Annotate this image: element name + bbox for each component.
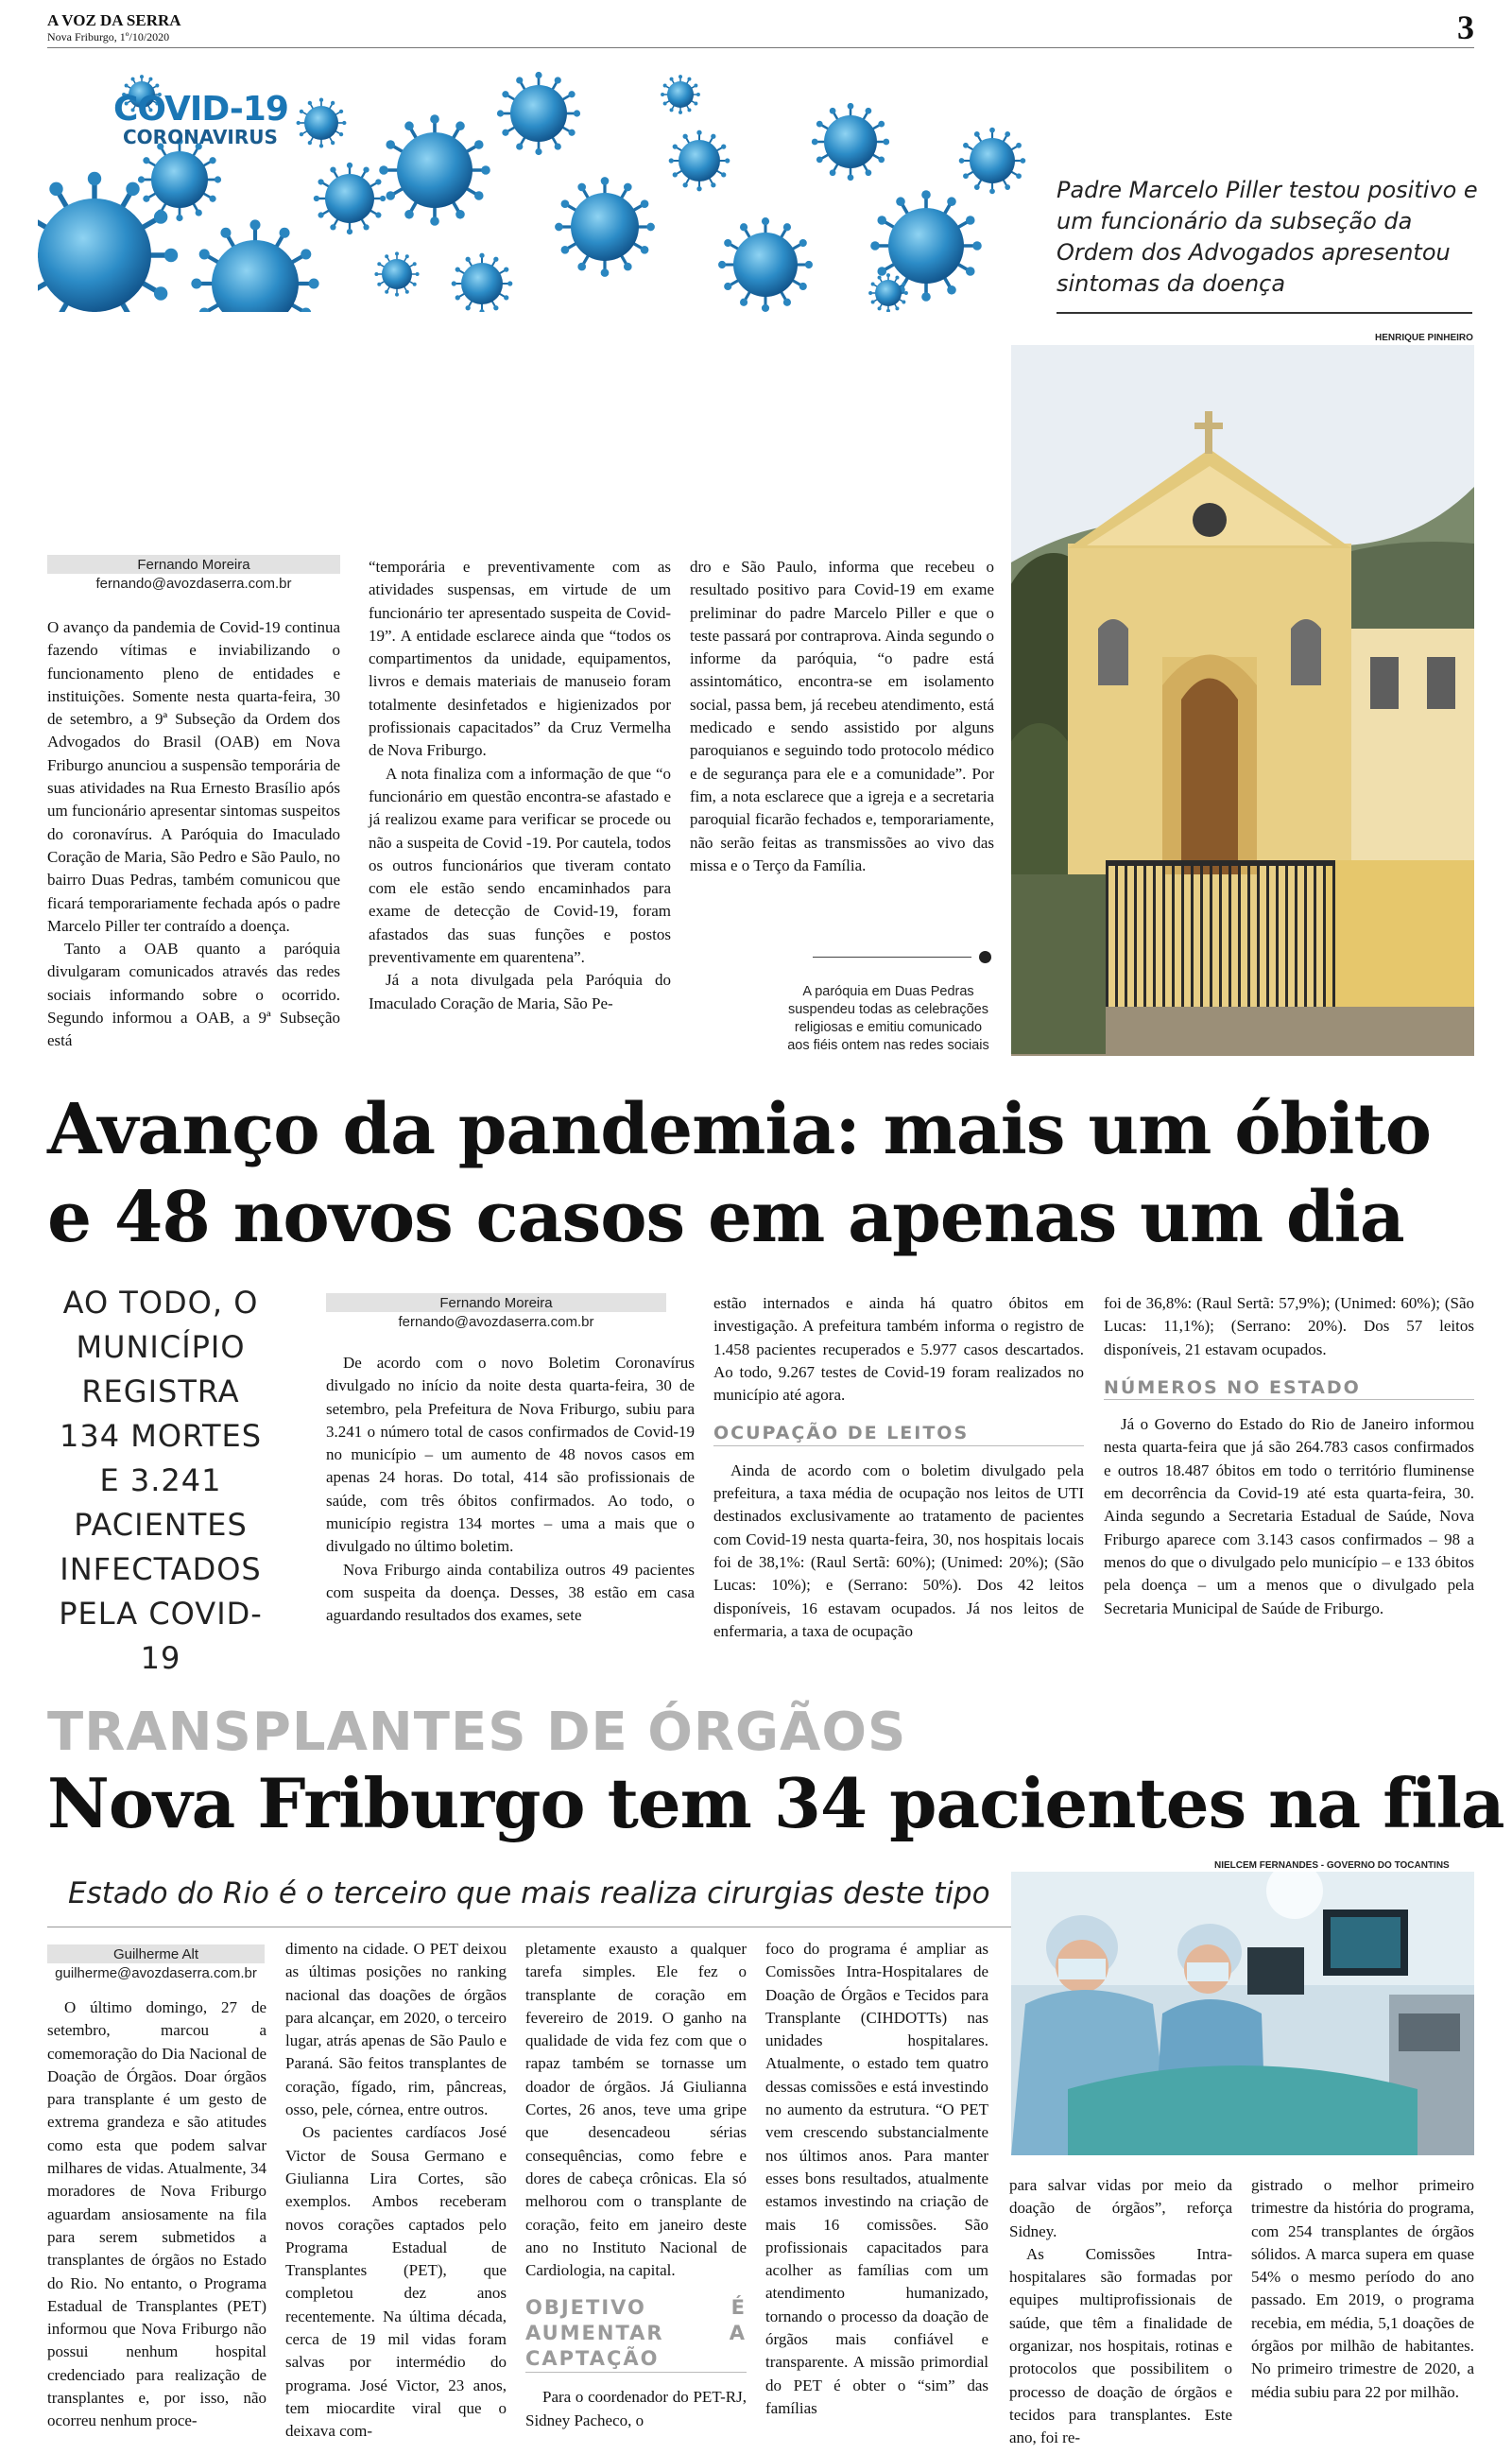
virus-particle-icon bbox=[191, 219, 318, 312]
story3-column-1 bbox=[47, 1996, 266, 2433]
story3-column-6 bbox=[1251, 2174, 1474, 2404]
story2-byline bbox=[326, 1294, 666, 1331]
story3-section-tag: TRANSPLANTES DE ÓRGÃOS bbox=[47, 1702, 907, 1763]
paragraph: dimento na cidade. O PET deixou as últimas posições no ranking nacional das doações de órgãos para alcançar, em 2020, o terceiro lugar, atrás apenas de São Paulo e Paraná. São feitos transplantes de coração, fígado, rim, pâncreas, osso, pele, córnea, entre outros. bbox=[285, 1940, 507, 2119]
virus-particle-icon bbox=[555, 177, 655, 277]
paragraph: De acordo com o novo Boletim Coronavírus divulgado no início da noite desta quarta-feira, 30 de setembro, pela Prefeitura de Nova Friburgo, subiu para 3.241 o número total de casos confirmados de Covid-19 no município – um aumento de 48 novos casos em apenas 24 horas. Do total, 414 são profissionais de saúde, com três óbitos confirmados. Ao todo, o município registra 134 mortes – uma a mais que o divulgado no último boletim. bbox=[326, 1354, 695, 1556]
virus-particle-icon bbox=[314, 163, 386, 234]
covid-logo-subtitle: CORONAVIRUS bbox=[123, 126, 278, 148]
virus-particle-icon bbox=[379, 114, 490, 226]
paragraph: O avanço da pandemia de Covid-19 continua fazendo vítimas e inviabilizando o funcionamento pleno de entidades e instituições. Somente nesta quarta-feira, 30 de setembro, a 9ª Subseção da Ordem dos Advogados do Brasil (OAB) em Nova Friburgo anunciou a suspensão temporária de suas atividades na Rua Ernesto Brasílio após um funcionário apresentar sintomas suspeitos do coronavírus. A Paróquia do Imaculado Coração de Maria, São Pedro e São Paulo, no bairro Duas Pedras, também comunicou que ficará temporariamente fechada após o padre Marcelo Piller ter contraído a doença. bbox=[47, 618, 340, 935]
covid-logo bbox=[113, 90, 288, 148]
story1-byline bbox=[47, 556, 340, 593]
story3-headline: Nova Friburgo tem 34 pacientes na fila bbox=[47, 1763, 1504, 1843]
story2-headline-line2: e 48 novos casos em apenas um dia bbox=[47, 1177, 1404, 1258]
virus-particle-icon bbox=[718, 217, 813, 312]
story3-byline bbox=[47, 1945, 265, 1982]
edition-date: Nova Friburgo, 1º/10/2020 bbox=[47, 30, 170, 43]
paragraph: dro e São Paulo, informa que recebeu o resultado positivo para Covid-19 em exame preliminar do padre Marcelo Piller e que o teste passará por contraprova. Ainda segundo o informe da paróquia, “o padre está assintomático, encontra-se em isolamento social, passa bem, já recebeu atendimento, está medicado e sendo assistido por alguns paroquianos e seguindo todo protocolo médico e de segurança para ele e a comunidade”. Por fim, a nota esclarece que a igreja e a secretaria paroquial ficarão fechados e, temporariamente, não serão feitas as transmissões ao vivo das missa e o Terço da Família. bbox=[690, 558, 994, 874]
story2-headline-line1: Avanço da pandemia: mais um óbito bbox=[47, 1089, 1431, 1170]
subhead-capture: OBJETIVO É AUMENTAR A CAPTAÇÃO bbox=[525, 2295, 747, 2373]
byline-author: Fernando Moreira bbox=[439, 1295, 553, 1311]
paragraph: gistrado o melhor primeiro trimestre da história do programa, com 254 transplantes de órgãos sólidos. A marca supera em quase 54% o mesmo período do ano passado. Em 2019, o programa recebia, em média, 5,1 doações de órgãos por milhão de habitantes. No primeiro trimestre de 2020, a média subiu para 22 por milhão. bbox=[1251, 2176, 1474, 2401]
paragraph: Para o coordenador do PET-RJ, Sidney Pacheco, o bbox=[525, 2388, 747, 2429]
header-rule bbox=[47, 47, 1474, 48]
paragraph: para salvar vidas por meio da doação de órgãos”, reforça Sidney. bbox=[1009, 2176, 1232, 2240]
story2-pull-quote: AO TODO, O MUNICÍPIO REGISTRA 134 MORTES E 3.241 PACIENTES INFECTADOS PELA COVID-19 bbox=[59, 1285, 263, 1676]
virus-particle-icon bbox=[868, 273, 908, 312]
virus-particle-icon bbox=[452, 253, 513, 312]
story2-column-3 bbox=[1104, 1292, 1474, 1620]
paragraph: Nova Friburgo ainda contabiliza outros 49 pacientes com suspeita da doença. Desses, 38 estão em casa aguardando resultados dos exames, sete bbox=[326, 1560, 695, 1625]
paragraph: foco do programa é ampliar as Comissões Intra-Hospitalares de Doação de Órgãos e Tecidos para Transplante (CIHDOTTs) nas unidades hospitalares. Atualmente, o estado tem quatro dessas comissões e está investindo no aumento da estrutura. “O PET vem crescendo substancialmente nos últimos anos. Para manter esses bons resultados, atualmente estamos investindo na criação de mais 16 comissões. São profissionais capacitados para acolher as famílias com um atendimento humanizado, tornando o processo da doação de órgãos mais confiável e transparente. A missão primordial do PET é obter o “sim” das famílias bbox=[765, 1940, 988, 2417]
story2-column-2 bbox=[713, 1292, 1084, 1643]
virus-particle-icon bbox=[138, 138, 221, 221]
byline-email[interactable]: fernando@avozdaserra.com.br bbox=[398, 1313, 594, 1330]
virus-particle-icon bbox=[497, 72, 580, 155]
virus-particle-icon bbox=[297, 98, 347, 148]
paragraph: Já a nota divulgada pela Paróquia do Imaculado Coração de Maria, São Pe- bbox=[369, 971, 671, 1012]
virus-particle-icon bbox=[661, 75, 700, 114]
story1-photo-caption: A paróquia em Duas Pedras suspendeu todas as celebrações religiosas e emitiu comunicado aos fiéis ontem nas redes sociais bbox=[787, 984, 989, 1053]
paragraph: As Comissões Intra-hospitalares são formadas por equipes multiprofissionais de saúde, que têm a finalidade de organizar, nos hospitais, rotinas e protocolos que possibilitem o processo de doação de órgãos e tecidos para transplantes. Este ano, foi re- bbox=[1009, 2244, 1232, 2447]
surgery-photo bbox=[1011, 1872, 1474, 2155]
paragraph: Tanto a OAB quanto a paróquia divulgaram comunicados através das redes sociais informando sobre o ocorrido. Segundo informou a OAB, a 9ª Subseção está bbox=[47, 940, 340, 1050]
story1-column-1 bbox=[47, 616, 340, 1053]
story3-column-3 bbox=[525, 1938, 747, 2432]
paragraph: Ainda de acordo com o boletim divulgado pela prefeitura, a taxa média de ocupação nos leitos de UTI destinados exclusivamente ao tratamento de pacientes com Covid-19 nesta quarta-feira, 30, nos hospitais locais foi de 38,1%: (Raul Sertã: 60%); (Unimed: 20%); (São Lucas: 10%); e (Serrano: 50%). Dos 42 leitos disponíveis, 16 estavam ocupados. Já nos leitos de enfermaria, a taxa de ocupação bbox=[713, 1460, 1084, 1640]
virus-particle-icon bbox=[669, 130, 730, 192]
caption-leader-line bbox=[813, 957, 971, 958]
story2-column-1 bbox=[326, 1352, 695, 1628]
paragraph: pletamente exausto a qualquer tarefa simples. Ele fez o transplante de coração em fevereiro de 2019. O ganho na qualidade de vida fez com que o rapaz também se tornasse um doador de órgãos. Já Giulianna Cortes, 26 anos, teve uma gripe que desencadeou sérias consequências, como febre e dores de cabeça crônicas. Ela só melhorou com o transplante de coração, feito em janeiro deste ano no Instituto Nacional de Cardiologia, na capital. bbox=[525, 1940, 747, 2280]
byline-email[interactable]: guilherme@avozdaserra.com.br bbox=[55, 1964, 257, 1981]
story3-photo-credit: NIELCEM FERNANDES - GOVERNO DO TOCANTINS bbox=[1214, 1860, 1450, 1871]
virus-particle-icon bbox=[374, 251, 419, 296]
paragraph: O último domingo, 27 de setembro, marcou a comemoração do Dia Nacional de Doação de Órgãos. Doar órgãos para transplante é um gesto de extrema grandeza e são atitudes como esta que podem salvar milhares de vidas. Atualmente, 34 moradores de Nova Friburgo aguardam ansiosamente na fila para serem submetidos a transplantes de órgãos no Estado do Rio. No entanto, o Programa Estadual de Transplantes (PET) informou que Nova Friburgo não possui nenhum hospital credenciado para realização de transplantes e, por isso, não ocorreu nenhum proce- bbox=[47, 1998, 266, 2430]
story1-column-2 bbox=[369, 556, 671, 1015]
virus-particle-icon bbox=[959, 128, 1026, 195]
kicker-rule bbox=[1057, 312, 1472, 314]
subhead-state: NÚMEROS NO ESTADO bbox=[1104, 1376, 1474, 1400]
church-photo bbox=[1011, 345, 1474, 1056]
story3-deck: Estado do Rio é o terceiro que mais realiza cirurgias deste tipo bbox=[68, 1876, 990, 1910]
paragraph: A nota finaliza com a informação de que “o funcionário em questão encontra-se afastado e já realizou exame para verificar se procede ou não a suspeita de Covid -19. Por cautela, todos os outros funcionários que tiveram contato com ele estão sendo encaminhados para exame de detecção de Covid-19, foram afastados das suas funções e postos preventivamente em quarentena”. bbox=[369, 764, 671, 967]
paragraph: foi de 36,8%: (Raul Sertã: 57,9%); (Unimed: 60%); (São Lucas: 11,1%); (Serrano: 20%). Dos 57 leitos disponíveis, 21 estavam ocupados. bbox=[1104, 1294, 1474, 1358]
story1-column-3 bbox=[690, 556, 994, 877]
byline-author: Fernando Moreira bbox=[137, 557, 250, 573]
story1-kicker: Padre Marcelo Piller testou positivo e um funcionário da subseção da Ordem dos Advogados apresentou sintomas da doença bbox=[1057, 177, 1478, 298]
byline-email[interactable]: fernando@avozdaserra.com.br bbox=[95, 575, 292, 592]
subhead-beds: OCUPAÇÃO DE LEITOS bbox=[713, 1422, 1084, 1445]
caption-leader-dot bbox=[979, 951, 991, 963]
newspaper-name: A VOZ DA SERRA bbox=[47, 11, 181, 29]
page-number: 3 bbox=[1457, 9, 1474, 46]
virus-particle-icon bbox=[812, 103, 889, 181]
story3-column-4 bbox=[765, 1938, 988, 2420]
story1-photo-credit: HENRIQUE PINHEIRO bbox=[1375, 333, 1473, 343]
covid-logo-title: COVID-19 bbox=[113, 90, 288, 129]
paragraph: Os pacientes cardíacos José Victor de Sousa Germano e Giulianna Lira Cortes, são exemplos. Ambos receberam novos corações captados pelo Programa Estadual de Transplantes (PET), que completou dez anos recentemente. Na última década, cerca de 19 mil vidas foram salvas por intermédio do programa. José Victor, 23 anos, tem miocardite viral que o deixava com- bbox=[285, 2123, 507, 2441]
byline-author: Guilherme Alt bbox=[112, 1946, 199, 1962]
paragraph: estão internados e ainda há quatro óbitos em investigação. A prefeitura também informa o registro de 1.458 pacientes recuperados e 5.977 casos descartados. Ao todo, 9.267 testes de Covid-19 foram realizados no município até agora. bbox=[713, 1294, 1084, 1405]
paragraph: “temporária e preventivamente com as atividades suspensas, em virtude de um funcionário ter apresentado suspeita de Covid-19”. A entidade esclarece ainda que “todos os compartimentos da unidade, equipamentos, livros e demais materiais de manuseio foram totalmente desinfetados e higienizados por profissionais capacitados” da Cruz Vermelha de Nova Friburgo. bbox=[369, 558, 671, 760]
paragraph: Já o Governo do Estado do Rio de Janeiro informou nesta quarta-feira que já são 264.783 casos confirmados e outros 18.487 óbitos em todo o território fluminense em decorrência da Covid-19 até esta quarta-feira, 30. Ainda segundo a Secretaria Estadual de Saúde, Nova Friburgo aparece com 3.143 casos confirmados – 98 a menos do que o divulgado pelo município – e 133 óbitos pela doença – um a menos que o divulgado pela Secretaria Municipal de Saúde de Friburgo. bbox=[1104, 1415, 1474, 1617]
story3-column-5 bbox=[1009, 2174, 1232, 2450]
story3-column-2 bbox=[285, 1938, 507, 2444]
